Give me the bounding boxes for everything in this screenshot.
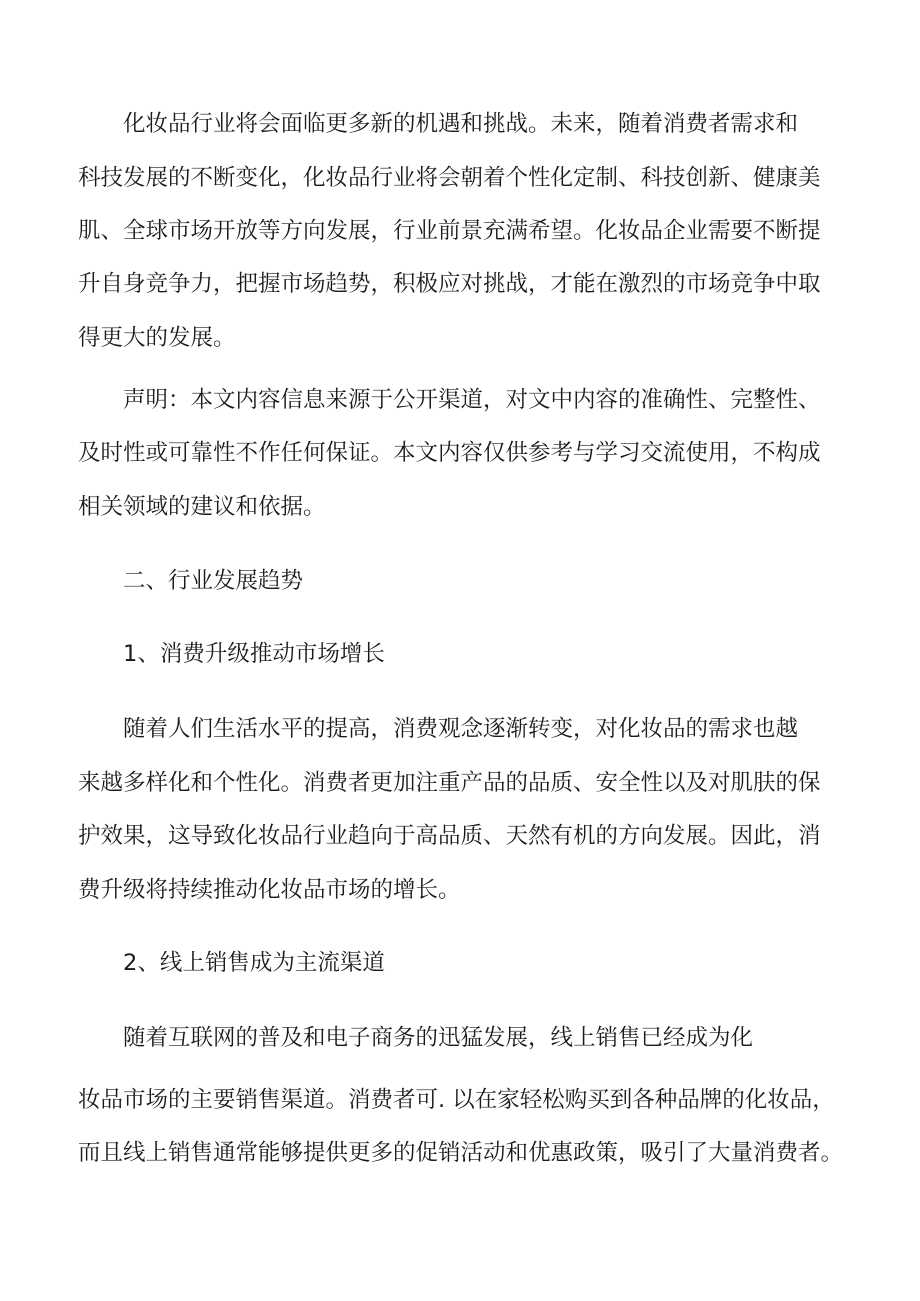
subsection-2-line-3: 而且线上销售通常能够提供更多的促销活动和优惠政策，吸引了大量消费者。 xyxy=(78,1140,844,1166)
section-heading: 二、行业发展趋势 xyxy=(123,568,304,594)
subsection-2-line-2: 妆品市场的主要销售渠道。消费者可. 以在家轻松购买到各种品牌的化妆品， xyxy=(78,1087,835,1113)
paragraph-1-line-5: 得更大的发展。 xyxy=(78,325,236,351)
subsection-1-line-1: 随着人们生活水平的提高，消费观念逐渐转变，对化妆品的需求也越 xyxy=(123,716,799,742)
paragraph-1-line-4: 升自身竞争力，把握市场趋势，积极应对挑战，才能在激烈的市场竞争中取 xyxy=(78,271,821,297)
paragraph-1-line-1: 化妆品行业将会面临更多新的机遇和挑战。未来，随着消费者需求和 xyxy=(123,111,799,137)
subsection-1-line-3: 护效果，这导致化妆品行业趋向于高品质、天然有机的方向发展。因此，消 xyxy=(78,823,821,849)
disclaimer-line-3: 相关领域的建议和依据。 xyxy=(78,494,326,520)
subsection-2-line-1: 随着互联网的普及和电子商务的迅猛发展，线上销售已经成为化 xyxy=(123,1025,754,1051)
disclaimer-line-1: 声明：本文内容信息来源于公开渠道，对文中内容的准确性、完整性、 xyxy=(123,387,821,413)
subsection-2-title: 2、线上销售成为主流渠道 xyxy=(123,950,385,976)
subsection-1-line-4: 费升级将持续推动化妆品市场的增长。 xyxy=(78,877,461,903)
paragraph-1-line-2: 科技发展的不断变化，化妆品行业将会朝着个性化定制、科技创新、健康美 xyxy=(78,165,821,191)
paragraph-1-line-3: 肌、全球市场开放等方向发展，行业前景充满希望。化妆品企业需要不断提 xyxy=(78,218,821,244)
disclaimer-line-2: 及时性或可靠性不作任何保证。本文内容仅供参考与学习交流使用，不构成 xyxy=(78,440,821,466)
subsection-1-title: 1、消费升级推动市场增长 xyxy=(123,641,385,667)
subsection-1-line-2: 来越多样化和个性化。消费者更加注重产品的品质、安全性以及对肌肤的保 xyxy=(78,770,821,796)
